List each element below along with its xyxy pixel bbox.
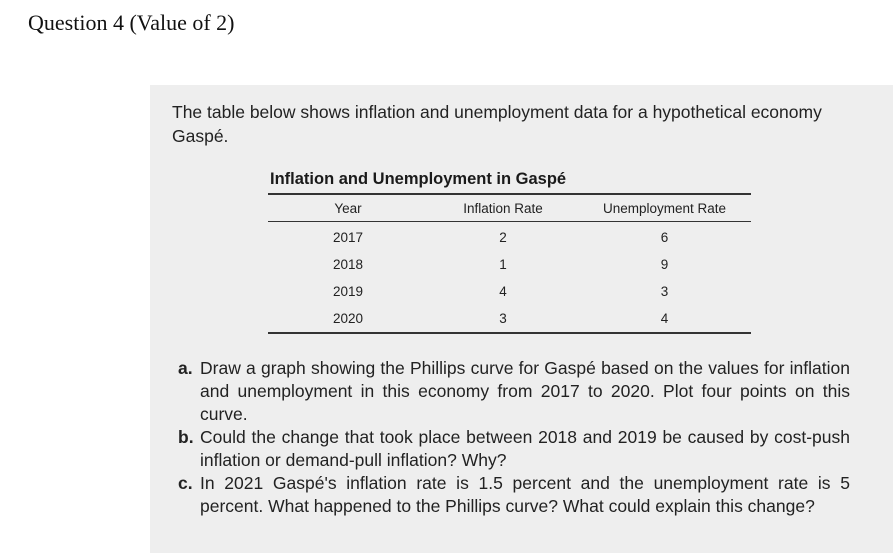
column-header-unemployment: Unemployment Rate (578, 194, 751, 222)
table-row (268, 305, 751, 333)
question-a (178, 357, 850, 426)
column-header-year: Year (268, 194, 428, 222)
question-a-letter: a. (178, 358, 193, 378)
intro-paragraph: The table below shows inflation and unemployment data for a hypothetical economy Gaspé. (172, 102, 822, 146)
cell-year: 2020 (332, 311, 364, 326)
cell-inflation: 4 (499, 284, 507, 299)
table-row (268, 251, 751, 278)
question-c-letter: c. (178, 473, 193, 493)
question-list (178, 357, 850, 518)
question-a-text: Draw a graph showing the Phillips curve for Gaspé based on the values for inflation and unemployment in this economy from 2017 to 2020. Plot four points on this curve. (200, 358, 850, 424)
cell-unemployment: 6 (660, 230, 669, 245)
question-b-text: Could the change that took place between 2018 and 2019 be caused by cost-push inflation or demand-pull inflation? Why? (200, 427, 850, 470)
cell-unemployment: 3 (660, 284, 669, 299)
column-header-inflation: Inflation Rate (428, 194, 578, 222)
question-b-letter: b. (178, 427, 194, 447)
question-b (178, 426, 850, 472)
question-title: Question 4 (Value of 2) (28, 10, 235, 35)
question-c (178, 472, 850, 518)
cell-inflation: 1 (499, 257, 507, 272)
cell-year: 2019 (332, 284, 364, 299)
question-c-text: In 2021 Gaspé's inflation rate is 1.5 percent and the unemployment rate is 5 percent. What happened to the Phillips curve? What could explain this change? (200, 473, 850, 516)
table-row (268, 278, 751, 305)
table-title: Inflation and Unemployment in Gaspé (270, 170, 567, 188)
table-row (268, 222, 751, 252)
cell-unemployment: 4 (660, 311, 669, 326)
cell-unemployment: 9 (660, 257, 669, 272)
cell-year: 2017 (332, 230, 364, 245)
cell-inflation: 2 (499, 230, 507, 245)
inflation-unemployment-table (268, 193, 751, 334)
table-header-row (268, 194, 751, 222)
cell-inflation: 3 (499, 311, 507, 326)
cell-year: 2018 (332, 257, 364, 272)
